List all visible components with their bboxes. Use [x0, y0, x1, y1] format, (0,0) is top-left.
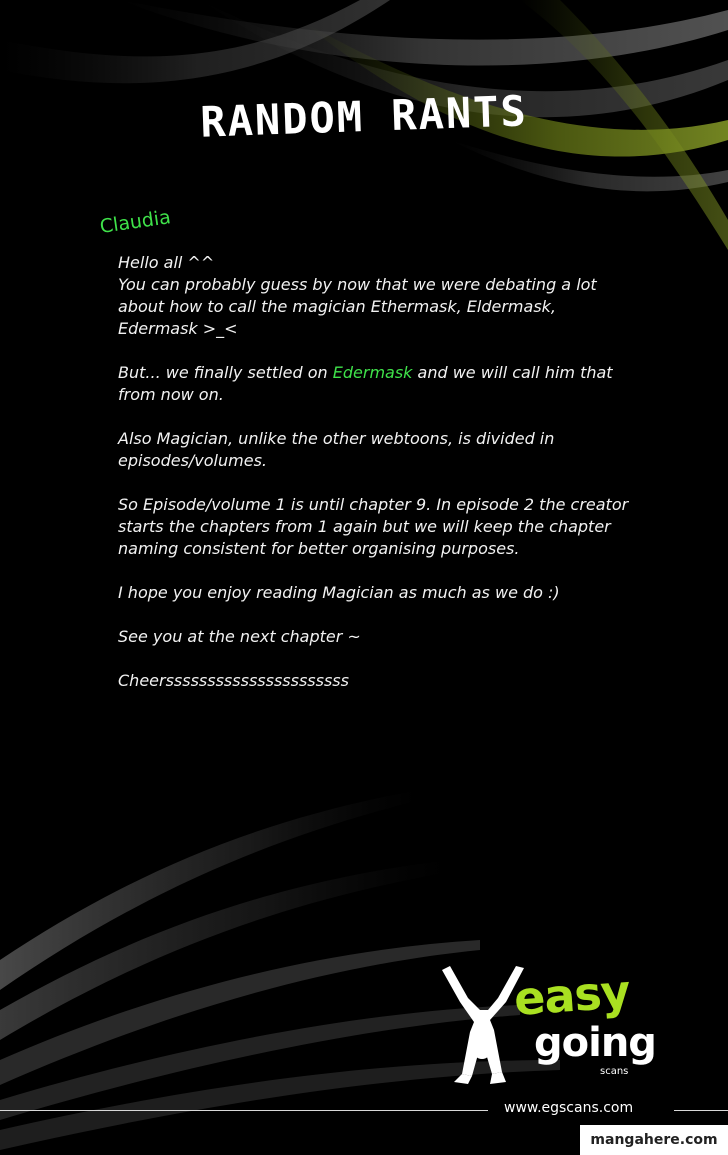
- highlight-name: Edermask: [332, 363, 413, 382]
- easy-going-scans-logo: [432, 962, 662, 1092]
- paragraph-chapters: So Episode/volume 1 is until chapter 9. In episode 2 the creator starts the chapters from 1 again but we will keep the chapter naming consistent for better organising purposes.: [118, 495, 629, 558]
- site-url-link[interactable]: www.egscans.com: [504, 1100, 634, 1116]
- logo-word-going: going: [534, 1020, 656, 1066]
- paragraph-enjoy: I hope you enjoy reading Magician as much as we do :): [118, 583, 560, 602]
- author-name: Claudia: [98, 206, 173, 238]
- rant-body: [118, 252, 638, 714]
- greeting-line: Hello all ^^: [118, 253, 215, 272]
- paragraph-cheers: Cheerssssssssssssssssssssss: [118, 671, 349, 690]
- paragraph-next-chapter: See you at the next chapter ~: [118, 627, 361, 646]
- watermark: mangahere.com: [580, 1125, 728, 1155]
- paragraph-greeting: [118, 252, 638, 340]
- logo-word-scans: scans: [600, 1066, 629, 1077]
- logo-word-easy: easy: [512, 964, 632, 1026]
- page-title: RANDOM RANTS: [199, 86, 529, 147]
- paragraph-episodes: Also Magician, unlike the other webtoons, is divided in episodes/volumes.: [118, 429, 555, 470]
- footer-divider-right: [674, 1110, 728, 1111]
- footer-divider-left: [0, 1110, 488, 1111]
- settled-text-before: But... we finally settled on: [118, 363, 333, 382]
- paragraph-settled: [118, 362, 638, 406]
- settled-text-after: and we will call him that from now on.: [118, 363, 613, 404]
- debate-line: You can probably guess by now that we were debating a lot about how to call the magician Ethermask, Eldermask, Edermask >_<: [118, 275, 597, 338]
